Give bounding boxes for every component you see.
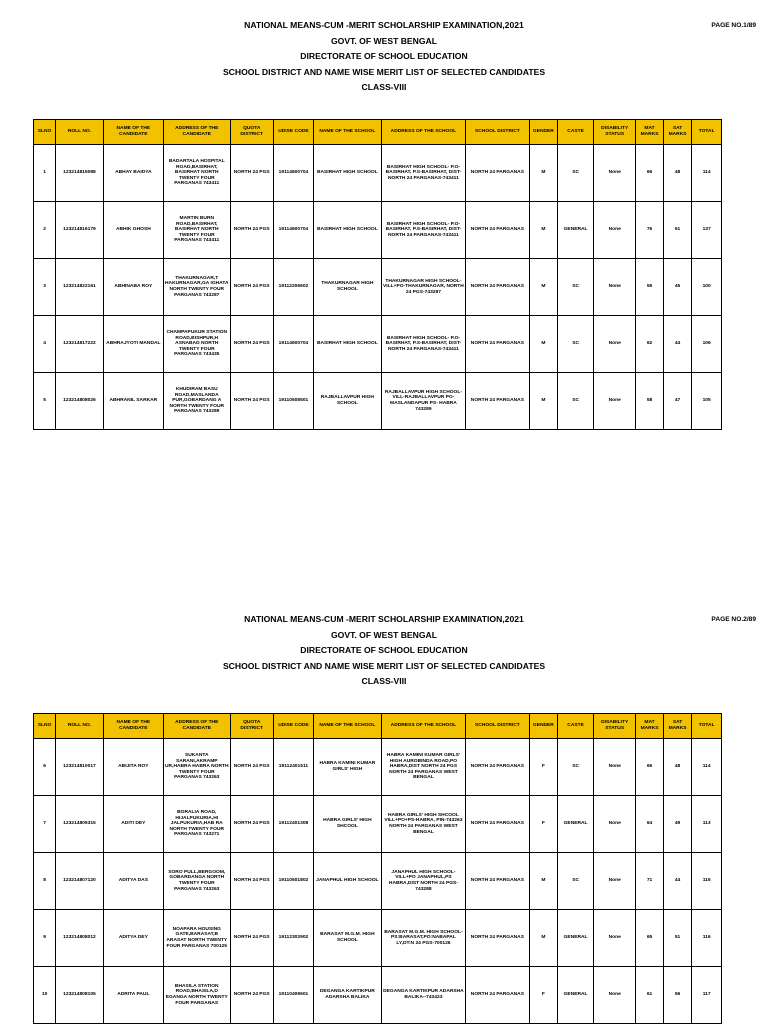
cell: 9: [34, 910, 56, 967]
document-header: [0, 612, 768, 690]
cell: 19112206602: [273, 259, 313, 316]
cell: SC: [558, 316, 594, 373]
cell: 19110501802: [273, 853, 313, 910]
cell: 5: [34, 373, 56, 430]
cell: ADRITA PAUL: [103, 967, 163, 1024]
cell: F: [529, 739, 558, 796]
cell: 123214809315: [56, 796, 104, 853]
cell: SC: [558, 373, 594, 430]
table-row: [34, 202, 722, 259]
cell: None: [594, 967, 636, 1024]
cell: GENERAL: [558, 202, 594, 259]
cell: 105: [692, 373, 722, 430]
cell: M: [529, 373, 558, 430]
cell: 65: [636, 910, 663, 967]
cell: NORTH 24 PARGANAS: [466, 316, 529, 373]
page-number: PAGE NO.2/89: [711, 616, 756, 623]
cell: CHAMPAPUKUR STATION ROAD,BISHPUR,H ASNABAD NORTH TWENTY FOUR PARGANAS 743435: [163, 316, 230, 373]
col-header: SCHOOL DISTRICT: [466, 120, 529, 145]
cell: M: [529, 910, 558, 967]
cell: DEGANGA KARTIKPUR ADARSHA BALIKA--743423: [381, 967, 466, 1024]
cell: NORTH 24 PARGANAS: [466, 739, 529, 796]
cell: MARTIN BURN ROAD,BASIRHAT, BASIRHAT NORTH TWENTY FOUR PARGANAS 743411: [163, 202, 230, 259]
cell: 66: [636, 739, 663, 796]
header-class: CLASS-VIII: [361, 82, 407, 92]
cell: 51: [663, 910, 692, 967]
cell: NORTH 24 PARGANAS: [466, 910, 529, 967]
cell: 123214815088: [56, 145, 104, 202]
col-header: UDISE CODE: [273, 714, 313, 739]
col-header: NAME OF THE CANDIDATE: [103, 120, 163, 145]
cell: 1: [34, 145, 56, 202]
cell: 114: [692, 145, 722, 202]
cell: 123214808012: [56, 910, 104, 967]
col-header: SAT MARKS: [663, 714, 692, 739]
cell: 123214808105: [56, 967, 104, 1024]
cell: M: [529, 853, 558, 910]
cell: ABHINABA ROY: [103, 259, 163, 316]
col-header: TOTAL: [692, 120, 722, 145]
cell: F: [529, 967, 558, 1024]
cell: BARASAT M.G.M. HIGH SCHOOL-PS:BARASAT,PO:NABAPAL LY,DT:N 24 PGS-700126: [381, 910, 466, 967]
cell: ADITYA DEY: [103, 910, 163, 967]
cell: NORTH 24 PGS: [230, 202, 273, 259]
cell: ABHIK GHOSH: [103, 202, 163, 259]
cell: SC: [558, 145, 594, 202]
cell: BARASAT M.G.M. HIGH SCHOOL: [314, 910, 382, 967]
cell: 19112401308: [273, 796, 313, 853]
merit-table: [33, 713, 722, 1024]
cell: HABRA GIRLS' HIGH SHCOOL: [314, 796, 382, 853]
cell: 19112401511: [273, 739, 313, 796]
col-header: DISABILITY STATUS: [594, 714, 636, 739]
cell: 47: [663, 373, 692, 430]
table-row: [34, 373, 722, 430]
cell: 114: [692, 739, 722, 796]
cell: 137: [692, 202, 722, 259]
cell: 2: [34, 202, 56, 259]
cell: NORTH 24 PGS: [230, 739, 273, 796]
cell: ADITYA DAS: [103, 853, 163, 910]
cell: NORTH 24 PARGANAS: [466, 373, 529, 430]
cell: 123214822161: [56, 259, 104, 316]
cell: 115: [692, 853, 722, 910]
cell: SUKANTA SARANI,AKRAMP UR,HABRA HABRA NORTH TWENTY FOUR PARGANAS 743263: [163, 739, 230, 796]
cell: THAKURNAGAR,T HAKURNAGAR,GA IGHATA NORTH TWENTY FOUR PARGANAS 743287: [163, 259, 230, 316]
cell: SC: [558, 853, 594, 910]
cell: NORTH 24 PGS: [230, 910, 273, 967]
col-header: ADDRESS OF THE CANDIDATE: [163, 714, 230, 739]
document-header: [0, 18, 768, 96]
col-header: ROLL NO.: [56, 120, 104, 145]
cell: RAJBALLAVPUR HIGH SCHOOL-VILL-RAJBALLAVPUR PO-MASLANDAPUR PS- HABRA 743289: [381, 373, 466, 430]
cell: 123214817222: [56, 316, 104, 373]
cell: 117: [692, 967, 722, 1024]
cell: GENERAL: [558, 796, 594, 853]
header-directorate: DIRECTORATE OF SCHOOL EDUCATION: [300, 51, 468, 61]
cell: ABHRANIL SARKAR: [103, 373, 163, 430]
cell: NORTH 24 PGS: [230, 145, 273, 202]
cell: 106: [692, 316, 722, 373]
col-header: SAT MARKS: [663, 120, 692, 145]
table-row: [34, 967, 722, 1024]
cell: THAKURNAGAR HIGH SCHOOL-VILL+PO-THAKURNAGAR, NORTH 24 PGS-743287: [381, 259, 466, 316]
cell: 61: [663, 202, 692, 259]
cell: 45: [663, 259, 692, 316]
col-header: SLNO: [34, 120, 56, 145]
header-exam-title: NATIONAL MEANS-CUM -MERIT SCHOLARSHIP EXAMINATION,2021: [244, 614, 524, 624]
col-header: QUOTA DISTRICT: [230, 120, 273, 145]
cell: 116: [692, 910, 722, 967]
cell: ABIJITA ROY: [103, 739, 163, 796]
col-header: DISABILITY STATUS: [594, 120, 636, 145]
col-header: UDISE CODE: [273, 120, 313, 145]
cell: NORTH 24 PARGANAS: [466, 967, 529, 1024]
cell: BORALIA ROAD, HIJALPUKURIA,HI JALPUKURIA,HAB RA NORTH TWENTY FOUR PARGANAS 743271: [163, 796, 230, 853]
cell: 62: [636, 316, 663, 373]
cell: M: [529, 259, 558, 316]
header-list-title: SCHOOL DISTRICT AND NAME WISE MERIT LIST OF SELECTED CANDIDATES: [222, 66, 546, 77]
table-row: [34, 796, 722, 853]
cell: HABRA KAMINI KUMAR GIRLS' HIGH: [314, 739, 382, 796]
cell: JANAPHUL HIGH SCHOOL-VILL+PO JANAPHUL,PS HABRA,DIST NORTH 24 PGS-743288: [381, 853, 466, 910]
cell: F: [529, 796, 558, 853]
table-header-row: [34, 120, 722, 145]
cell: M: [529, 145, 558, 202]
cell: 123214810017: [56, 739, 104, 796]
table-row: [34, 853, 722, 910]
cell: 76: [636, 202, 663, 259]
cell: 44: [663, 853, 692, 910]
cell: 123214808026: [56, 373, 104, 430]
table-row: [34, 910, 722, 967]
cell: None: [594, 316, 636, 373]
table-row: [34, 145, 722, 202]
cell: RAJBALLAVPUR HIGH SCHOOL: [314, 373, 382, 430]
cell: NOAPARA HOUSING GATE,BARASAT,B ARASAT NORTH TWENTY FOUR PARGANAS 700125: [163, 910, 230, 967]
col-header: ADDRESS OF THE SCHOOL: [381, 120, 466, 145]
cell: None: [594, 739, 636, 796]
cell: ABHRAJYOTI MANDAL: [103, 316, 163, 373]
table-row: [34, 259, 722, 316]
cell: NORTH 24 PGS: [230, 316, 273, 373]
cell: M: [529, 316, 558, 373]
header-govt: GOVT. OF WEST BENGAL: [331, 35, 437, 46]
cell: SC: [558, 739, 594, 796]
cell: 19114600704: [273, 202, 313, 259]
cell: 113: [692, 796, 722, 853]
cell: None: [594, 202, 636, 259]
col-header: ADDRESS OF THE CANDIDATE: [163, 120, 230, 145]
cell: 71: [636, 853, 663, 910]
cell: 10: [34, 967, 56, 1024]
cell: BADARTALA HOSPITAL ROAD,BASIRHAT, BASIRHAT NORTH TWENTY FOUR PARGANAS 743411: [163, 145, 230, 202]
cell: NORTH 24 PGS: [230, 853, 273, 910]
col-header: SLNO: [34, 714, 56, 739]
cell: GENERAL: [558, 967, 594, 1024]
cell: NORTH 24 PGS: [230, 967, 273, 1024]
cell: NORTH 24 PARGANAS: [466, 202, 529, 259]
cell: None: [594, 259, 636, 316]
col-header: ROLL NO.: [56, 714, 104, 739]
cell: NORTH 24 PARGANAS: [466, 853, 529, 910]
cell: BASIRHAT HIGH SCHOOL- P.O-BASIRHAT, P.S-BASIRHAT, DIST-NORTH 24 PARGANAS-743411: [381, 145, 466, 202]
cell: NORTH 24 PGS: [230, 796, 273, 853]
cell: 56: [663, 967, 692, 1024]
cell: SC: [558, 259, 594, 316]
cell: 19110508501: [273, 373, 313, 430]
col-header: MAT MARKS: [636, 714, 663, 739]
header-govt: GOVT. OF WEST BENGAL: [331, 629, 437, 640]
cell: 48: [663, 145, 692, 202]
cell: None: [594, 373, 636, 430]
cell: BASIRHAT HIGH SCHOOL: [314, 145, 382, 202]
cell: BHASILA STATION ROAD,BHASILA,D EGANGA NORTH TWENTY FOUR PARGANAS: [163, 967, 230, 1024]
cell: 7: [34, 796, 56, 853]
col-header: NAME OF THE CANDIDATE: [103, 714, 163, 739]
cell: HABRA GIRLS' HIGH SHCOOL VILL+PO+PS-HABRA, PIN-743263 NORTH 24 PARGANAS WEST BENGAL: [381, 796, 466, 853]
cell: BASIRHAT HIGH SCHOOL- P.O-BASIRHAT, P.S-BASIRHAT, DIST-NORTH 24 PARGANAS-743411: [381, 202, 466, 259]
header-list-title: SCHOOL DISTRICT AND NAME WISE MERIT LIST OF SELECTED CANDIDATES: [222, 660, 546, 671]
col-header: QUOTA DISTRICT: [230, 714, 273, 739]
cell: NORTH 24 PGS: [230, 373, 273, 430]
cell: 66: [636, 145, 663, 202]
cell: 19114600704: [273, 316, 313, 373]
col-header: NAME OF THE SCHOOL: [314, 714, 382, 739]
cell: 61: [636, 967, 663, 1024]
cell: None: [594, 910, 636, 967]
cell: NORTH 24 PARGANAS: [466, 259, 529, 316]
cell: M: [529, 202, 558, 259]
cell: 44: [663, 316, 692, 373]
col-header: SCHOOL DISTRICT: [466, 714, 529, 739]
cell: None: [594, 145, 636, 202]
cell: None: [594, 853, 636, 910]
cell: HABRA KAMINI KUMAR GIRLS' HIGH AUROBINDA ROAD,PO HABRA,DIST NORTH 24 PGS NORTH 24 PARGANAS WEST BENGAL: [381, 739, 466, 796]
cell: 19110409601: [273, 967, 313, 1024]
cell: GENERAL: [558, 910, 594, 967]
cell: BASIRHAT HIGH SCHOOL: [314, 316, 382, 373]
cell: None: [594, 796, 636, 853]
col-header: NAME OF THE SCHOOL: [314, 120, 382, 145]
cell: 6: [34, 739, 56, 796]
col-header: GENDER: [529, 714, 558, 739]
cell: 48: [663, 739, 692, 796]
header-class: CLASS-VIII: [361, 676, 407, 686]
col-header: MAT MARKS: [636, 120, 663, 145]
cell: ADITI DEY: [103, 796, 163, 853]
cell: JANAPHUL HIGH SCHOOL: [314, 853, 382, 910]
cell: 19114600704: [273, 145, 313, 202]
col-header: ADDRESS OF THE SCHOOL: [381, 714, 466, 739]
cell: ABHAY BAIDYA: [103, 145, 163, 202]
cell: NORTH 24 PARGANAS: [466, 796, 529, 853]
cell: 100: [692, 259, 722, 316]
cell: 64: [636, 796, 663, 853]
cell: NORTH 24 PARGANAS: [466, 145, 529, 202]
cell: BASIRHAT HIGH SCHOOL: [314, 202, 382, 259]
cell: 123214816179: [56, 202, 104, 259]
cell: THAKURNAGAR HIGH SCHOOL: [314, 259, 382, 316]
cell: 123214807120: [56, 853, 104, 910]
table-header-row: [34, 714, 722, 739]
table-row: [34, 316, 722, 373]
col-header: GENDER: [529, 120, 558, 145]
table-row: [34, 739, 722, 796]
cell: 4: [34, 316, 56, 373]
cell: DEGANGA KARTIKPUR ADARSHA BALIKA: [314, 967, 382, 1024]
cell: KHUDIRAM BASU ROAD,MASLANDA PUR,GOBARDANG A NORTH TWENTY FOUR PARGANAS 743289: [163, 373, 230, 430]
col-header: CASTE: [558, 714, 594, 739]
cell: 49: [663, 796, 692, 853]
cell: 55: [636, 259, 663, 316]
col-header: TOTAL: [692, 714, 722, 739]
cell: NORTH 24 PGS: [230, 259, 273, 316]
col-header: CASTE: [558, 120, 594, 145]
cell: BASIRHAT HIGH SCHOOL- P.O-BASIRHAT, P.S-BASIRHAT, DIST-NORTH 24 PARGANAS-743411: [381, 316, 466, 373]
cell: 8: [34, 853, 56, 910]
cell: 19112302902: [273, 910, 313, 967]
page-number: PAGE NO.1/89: [711, 22, 756, 29]
header-exam-title: NATIONAL MEANS-CUM -MERIT SCHOLARSHIP EXAMINATION,2021: [244, 20, 524, 30]
cell: SORO PULL,BERGOOM, GOBARDANGA NORTH TWENTY FOUR PARGANAS 743263: [163, 853, 230, 910]
header-directorate: DIRECTORATE OF SCHOOL EDUCATION: [300, 645, 468, 655]
cell: 58: [636, 373, 663, 430]
cell: 3: [34, 259, 56, 316]
merit-table: [33, 119, 722, 430]
